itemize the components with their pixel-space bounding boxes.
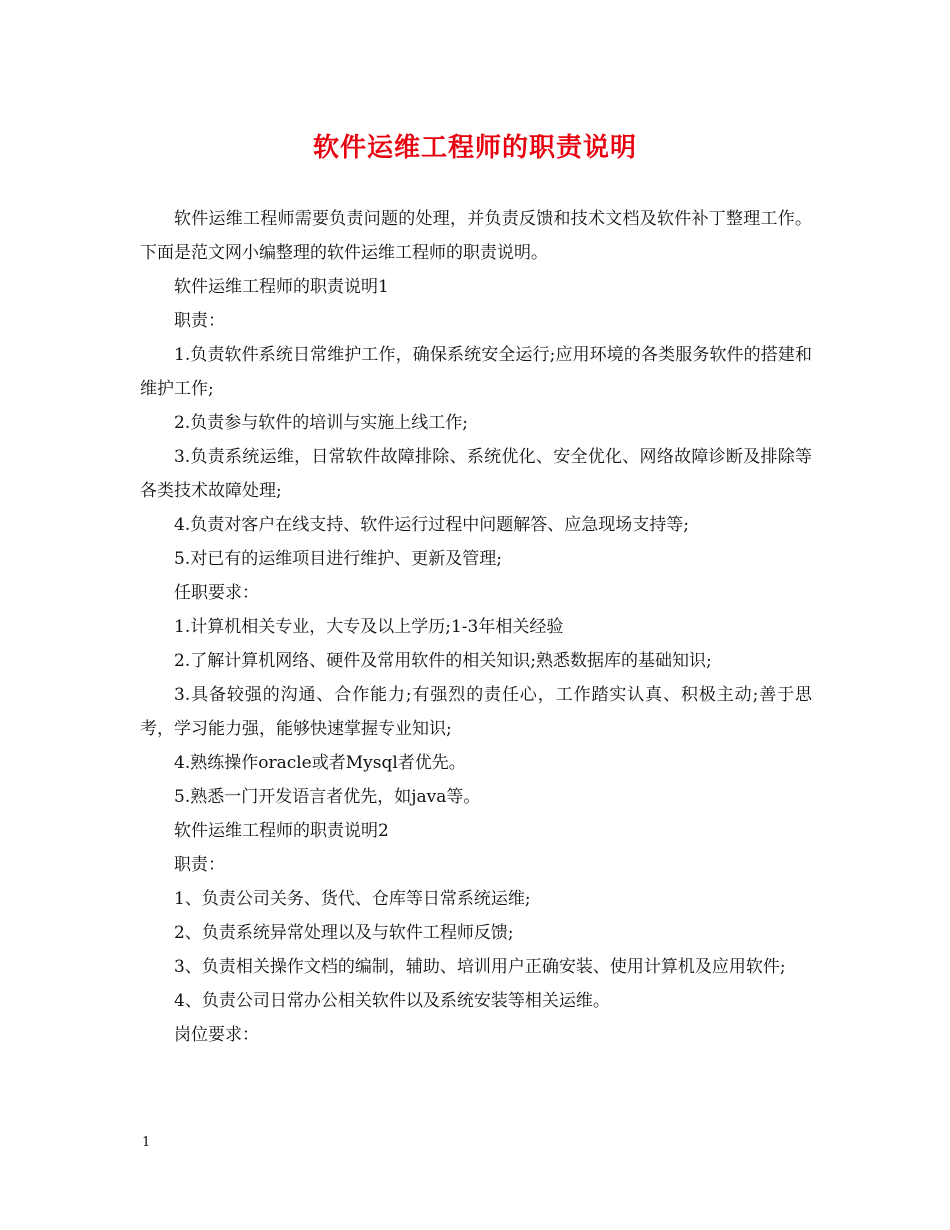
list-item: 1、负责公司关务、货代、仓库等日常系统运维; [174, 889, 531, 909]
list-item: 3.具备较强的沟通、合作能力;有强烈的责任心，工作踏实认真、积极主动;善于思考，学习能力强，能够快速掌握专业知识; [140, 685, 812, 739]
list-item: 1.负责软件系统日常维护工作，确保系统安全运行;应用环境的各类服务软件的搭建和维护工作; [140, 345, 812, 399]
list-item: 2.了解计算机网络、硬件及常用软件的相关知识;熟悉数据库的基础知识; [174, 651, 712, 671]
document-body [140, 202, 812, 1052]
page-number: 1 [142, 1135, 151, 1150]
list-item: 2.负责参与软件的培训与实施上线工作; [174, 413, 468, 433]
list-item: 3.负责系统运维，日常软件故障排除、系统优化、安全优化、网络故障诊断及排除等各类技术故障处理; [140, 447, 812, 501]
list-item: 4.负责对客户在线支持、软件运行过程中问题解答、应急现场支持等; [174, 515, 689, 535]
list-item: 4.熟练操作oracle或者Mysql者优先。 [174, 753, 466, 773]
subheading: 职责： [174, 311, 225, 331]
paragraph: 软件运维工程师需要负责问题的处理，并负责反馈和技术文档及软件补丁整理工作。下面是范文网小编整理的软件运维工程师的职责说明。 [140, 209, 812, 263]
list-item: 5.对已有的运维项目进行维护、更新及管理; [174, 549, 502, 569]
section-heading: 软件运维工程师的职责说明2 [174, 821, 389, 841]
section-heading: 软件运维工程师的职责说明1 [174, 277, 389, 297]
subheading: 职责： [174, 855, 225, 875]
subheading: 任职要求： [174, 583, 259, 603]
list-item: 3、负责相关操作文档的编制，辅助、培训用户正确安装、使用计算机及应用软件; [174, 957, 786, 977]
list-item: 5.熟悉一门开发语言者优先，如java等。 [174, 787, 481, 807]
document-title: 软件运维工程师的职责说明 [312, 133, 637, 163]
list-item: 1.计算机相关专业，大专及以上学历;1-3年相关经验 [174, 617, 564, 637]
list-item: 2、负责系统异常处理以及与软件工程师反馈; [174, 923, 514, 943]
list-item: 4、负责公司日常办公相关软件以及系统安装等相关运维。 [174, 991, 610, 1011]
subheading: 岗位要求： [174, 1025, 259, 1045]
